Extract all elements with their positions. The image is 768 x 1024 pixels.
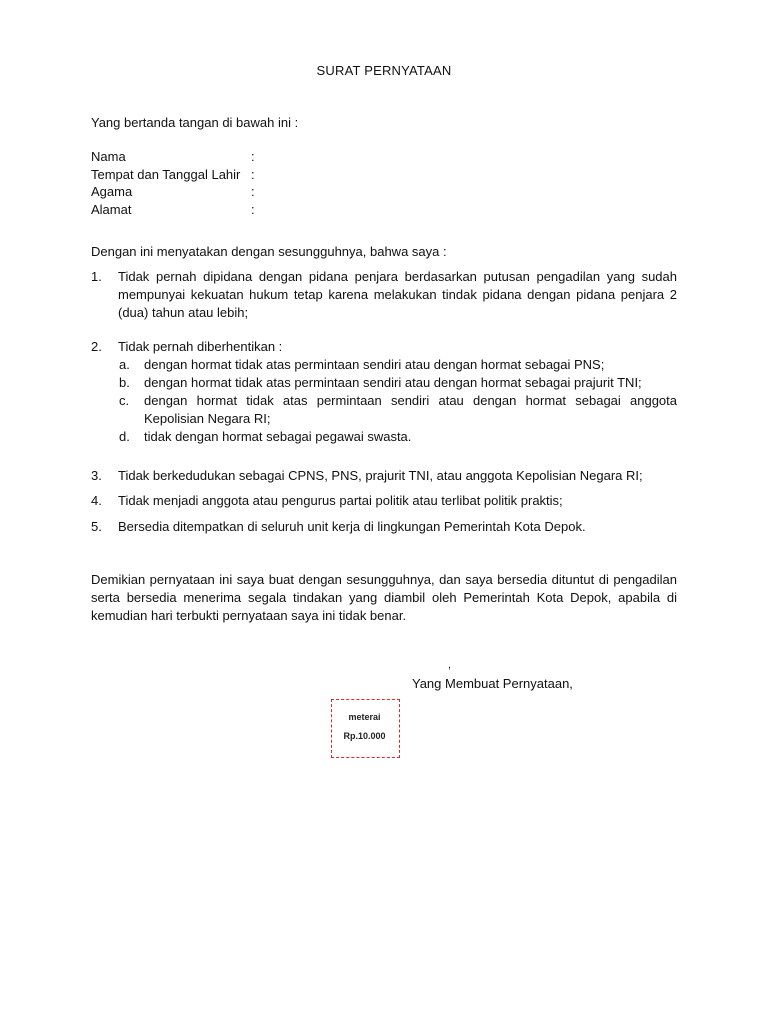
sub-letter: d. <box>119 429 130 444</box>
field-label: Agama <box>91 184 133 199</box>
item-number: 3. <box>91 468 102 483</box>
field-label: Alamat <box>91 201 132 217</box>
intro-text: Yang bertanda tangan di bawah ini : <box>91 115 299 130</box>
sub-item-c <box>119 392 677 428</box>
item-number: 5. <box>91 519 102 534</box>
item-text: Tidak pernah diberhentikan : <box>118 339 283 354</box>
signer-label: Yang Membuat Pernyataan, <box>412 676 573 691</box>
field-row-alamat <box>91 201 351 219</box>
sub-item-b <box>119 374 677 392</box>
sub-letter: a. <box>119 357 130 372</box>
closing-paragraph: Demikian pernyataan ini saya buat dengan sesungguhnya, dan saya bersedia dituntut di pengadilan serta bersedia menerima segala tindakan yang diambil oleh Pemerintah Kota Depok, apabila di kemudian hari terbukti pernyataan saya ini tidak benar. <box>91 572 677 623</box>
item-number: 1. <box>91 269 102 284</box>
stamp-amount: Rp.10.000 <box>343 731 386 741</box>
field-label: Tempat dan Tanggal Lahir <box>91 166 241 182</box>
field-colon: : <box>251 201 255 217</box>
identity-fields <box>91 148 351 218</box>
sub-text: dengan hormat tidak atas permintaan sendiri atau dengan hormat sebagai prajurit TNI; <box>144 375 642 390</box>
sub-item-a <box>119 356 677 374</box>
sub-text: dengan hormat tidak atas permintaan sendiri atau dengan hormat sebagai anggota Kepolisian Negara RI; <box>144 393 677 426</box>
stamp-label: meterai <box>348 712 381 722</box>
field-row-agama <box>91 183 351 201</box>
sub-text: dengan hormat tidak atas permintaan sendiri atau dengan hormat sebagai PNS; <box>144 357 605 372</box>
item-number: 2. <box>91 339 102 354</box>
field-row-ttl <box>91 166 351 184</box>
item-text: Tidak menjadi anggota atau pengurus partai politik atau terlibat politik praktis; <box>118 493 563 508</box>
field-colon: : <box>251 149 255 164</box>
sub-text: tidak dengan hormat sebagai pegawai swasta. <box>144 429 412 444</box>
statement-item-1 <box>91 268 677 322</box>
item-text: Tidak berkedudukan sebagai CPNS, PNS, prajurit TNI, atau anggota Kepolisian Negara RI; <box>118 468 643 483</box>
field-label: Nama <box>91 149 126 164</box>
sub-list <box>119 356 677 446</box>
sub-item-d <box>119 428 677 446</box>
item-text: Bersedia ditempatkan di seluruh unit kerja di lingkungan Pemerintah Kota Depok. <box>118 519 586 534</box>
field-row-nama <box>91 148 351 166</box>
sub-letter: c. <box>119 393 130 408</box>
field-colon: : <box>251 166 255 182</box>
statement-intro: Dengan ini menyatakan dengan sesungguhnya, bahwa saya : <box>91 244 447 259</box>
statement-item-2 <box>91 338 677 356</box>
item-number: 4. <box>91 493 102 508</box>
item-text: Tidak pernah dipidana dengan pidana penjara berdasarkan putusan pengadilan yang sudah mempunyai kekuatan hukum tetap karena melakukan tindak pidana dengan pidana penjara 2 (dua) tahun atau lebih; <box>118 269 677 320</box>
statement-item-4 <box>91 492 677 510</box>
field-colon: : <box>251 184 255 199</box>
document-title: SURAT PERNYATAAN <box>316 63 452 78</box>
sub-letter: b. <box>119 375 130 390</box>
statement-item-5 <box>91 518 677 536</box>
place-date-mark: , <box>448 659 452 671</box>
statement-item-3 <box>91 467 677 485</box>
